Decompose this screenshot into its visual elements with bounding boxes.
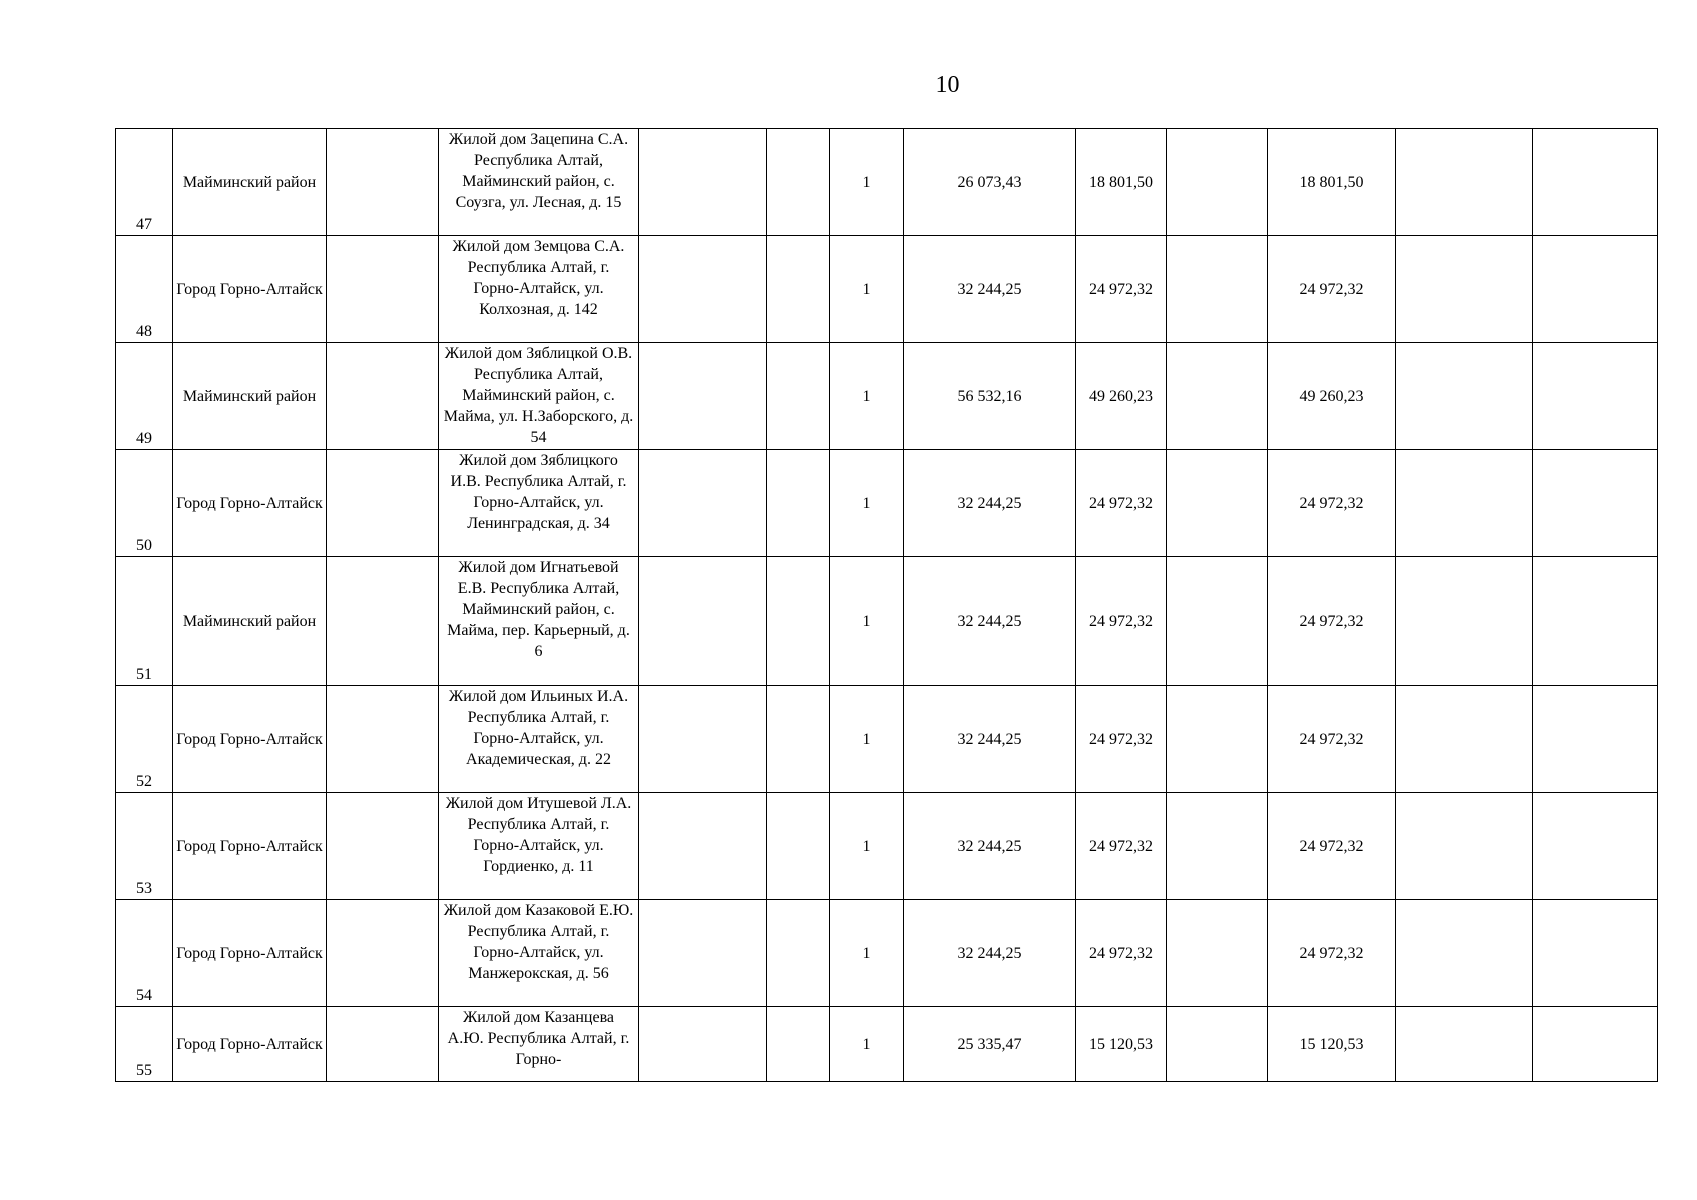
- empty-cell: [639, 236, 767, 343]
- empty-cell: [767, 343, 830, 450]
- total-cell: 24 972,32: [1268, 450, 1396, 557]
- empty-cell: [327, 557, 439, 686]
- empty-cell: [639, 793, 767, 900]
- cost-cell: 32 244,25: [904, 793, 1076, 900]
- total-cell: 24 972,32: [1268, 793, 1396, 900]
- address-cell: Жилой дом Земцова С.А. Республика Алтай, г. Горно-Алтайск, ул. Колхозная, д. 142: [439, 236, 639, 343]
- row-number-cell: 49: [116, 343, 173, 450]
- empty-cell: [1167, 343, 1268, 450]
- amount-cell: 24 972,32: [1076, 557, 1167, 686]
- row-number-cell: 51: [116, 557, 173, 686]
- district-cell: Город Горно-Алтайск: [173, 236, 327, 343]
- row-number-cell: 47: [116, 129, 173, 236]
- empty-cell: [639, 686, 767, 793]
- address-cell: Жилой дом Итушевой Л.А. Республика Алтай, г. Горно-Алтайск, ул. Гордиенко, д. 11: [439, 793, 639, 900]
- empty-cell: [1533, 686, 1658, 793]
- amount-cell: 24 972,32: [1076, 900, 1167, 1007]
- empty-cell: [1396, 343, 1533, 450]
- quantity-cell: 1: [830, 1007, 904, 1082]
- cost-cell: 32 244,25: [904, 900, 1076, 1007]
- empty-cell: [1167, 450, 1268, 557]
- empty-cell: [639, 129, 767, 236]
- empty-cell: [1167, 686, 1268, 793]
- empty-cell: [1396, 236, 1533, 343]
- empty-cell: [639, 900, 767, 1007]
- empty-cell: [767, 129, 830, 236]
- table-row: [116, 1007, 1658, 1082]
- district-cell: Майминский район: [173, 129, 327, 236]
- quantity-cell: 1: [830, 236, 904, 343]
- empty-cell: [767, 450, 830, 557]
- registry-table: [115, 128, 1658, 1082]
- empty-cell: [1533, 1007, 1658, 1082]
- empty-cell: [767, 793, 830, 900]
- empty-cell: [327, 129, 439, 236]
- empty-cell: [639, 1007, 767, 1082]
- empty-cell: [327, 686, 439, 793]
- district-cell: Майминский район: [173, 343, 327, 450]
- empty-cell: [1396, 450, 1533, 557]
- row-number-cell: 55: [116, 1007, 173, 1082]
- amount-cell: 24 972,32: [1076, 236, 1167, 343]
- row-number-cell: 48: [116, 236, 173, 343]
- cost-cell: 56 532,16: [904, 343, 1076, 450]
- empty-cell: [767, 236, 830, 343]
- quantity-cell: 1: [830, 343, 904, 450]
- amount-cell: 15 120,53: [1076, 1007, 1167, 1082]
- row-number-cell: 53: [116, 793, 173, 900]
- table-row: [116, 129, 1658, 236]
- empty-cell: [767, 1007, 830, 1082]
- empty-cell: [639, 557, 767, 686]
- empty-cell: [767, 686, 830, 793]
- empty-cell: [1396, 686, 1533, 793]
- table-row: [116, 236, 1658, 343]
- amount-cell: 18 801,50: [1076, 129, 1167, 236]
- empty-cell: [767, 557, 830, 686]
- table-row: [116, 793, 1658, 900]
- empty-cell: [327, 1007, 439, 1082]
- district-cell: Майминский район: [173, 557, 327, 686]
- cost-cell: 25 335,47: [904, 1007, 1076, 1082]
- district-cell: Город Горно-Алтайск: [173, 450, 327, 557]
- total-cell: 24 972,32: [1268, 236, 1396, 343]
- address-cell: Жилой дом Казанцева А.Ю. Республика Алтай, г. Горно-: [439, 1007, 639, 1082]
- empty-cell: [1396, 900, 1533, 1007]
- empty-cell: [1396, 1007, 1533, 1082]
- empty-cell: [1167, 129, 1268, 236]
- table-row: [116, 343, 1658, 450]
- address-cell: Жилой дом Казаковой Е.Ю. Республика Алтай, г. Горно-Алтайск, ул. Манжерокская, д. 56: [439, 900, 639, 1007]
- district-cell: Город Горно-Алтайск: [173, 900, 327, 1007]
- empty-cell: [1167, 793, 1268, 900]
- row-number-cell: 54: [116, 900, 173, 1007]
- empty-cell: [327, 343, 439, 450]
- address-cell: Жилой дом Игнатьевой Е.В. Республика Алтай, Майминский район, с. Майма, пер. Карьерный, д. 6: [439, 557, 639, 686]
- empty-cell: [327, 236, 439, 343]
- amount-cell: 24 972,32: [1076, 686, 1167, 793]
- quantity-cell: 1: [830, 129, 904, 236]
- total-cell: 18 801,50: [1268, 129, 1396, 236]
- empty-cell: [1396, 557, 1533, 686]
- empty-cell: [1533, 900, 1658, 1007]
- quantity-cell: 1: [830, 900, 904, 1007]
- cost-cell: 26 073,43: [904, 129, 1076, 236]
- district-cell: Город Горно-Алтайск: [173, 1007, 327, 1082]
- address-cell: Жилой дом Зяблицкого И.В. Республика Алтай, г. Горно-Алтайск, ул. Ленинградская, д. 34: [439, 450, 639, 557]
- table-row: [116, 686, 1658, 793]
- empty-cell: [639, 343, 767, 450]
- total-cell: 15 120,53: [1268, 1007, 1396, 1082]
- empty-cell: [1533, 557, 1658, 686]
- amount-cell: 24 972,32: [1076, 793, 1167, 900]
- total-cell: 24 972,32: [1268, 686, 1396, 793]
- empty-cell: [1396, 129, 1533, 236]
- empty-cell: [327, 450, 439, 557]
- district-cell: Город Горно-Алтайск: [173, 686, 327, 793]
- empty-cell: [1167, 900, 1268, 1007]
- empty-cell: [767, 900, 830, 1007]
- address-cell: Жилой дом Ильиных И.А. Республика Алтай, г. Горно-Алтайск, ул. Академическая, д. 22: [439, 686, 639, 793]
- empty-cell: [1533, 793, 1658, 900]
- empty-cell: [1167, 1007, 1268, 1082]
- empty-cell: [1167, 236, 1268, 343]
- empty-cell: [1396, 793, 1533, 900]
- cost-cell: 32 244,25: [904, 686, 1076, 793]
- amount-cell: 24 972,32: [1076, 450, 1167, 557]
- district-cell: Город Горно-Алтайск: [173, 793, 327, 900]
- table-row: [116, 450, 1658, 557]
- amount-cell: 49 260,23: [1076, 343, 1167, 450]
- quantity-cell: 1: [830, 793, 904, 900]
- empty-cell: [327, 900, 439, 1007]
- empty-cell: [1533, 343, 1658, 450]
- total-cell: 24 972,32: [1268, 557, 1396, 686]
- row-number-cell: 50: [116, 450, 173, 557]
- page-number: 10: [935, 72, 960, 98]
- cost-cell: 32 244,25: [904, 450, 1076, 557]
- empty-cell: [1167, 557, 1268, 686]
- empty-cell: [1533, 236, 1658, 343]
- empty-cell: [1533, 129, 1658, 236]
- cost-cell: 32 244,25: [904, 236, 1076, 343]
- address-cell: Жилой дом Зацепина С.А. Республика Алтай, Майминский район, с. Соузга, ул. Лесная, д. 15: [439, 129, 639, 236]
- empty-cell: [1533, 450, 1658, 557]
- total-cell: 49 260,23: [1268, 343, 1396, 450]
- empty-cell: [327, 793, 439, 900]
- quantity-cell: 1: [830, 557, 904, 686]
- table-row: [116, 557, 1658, 686]
- address-cell: Жилой дом Зяблицкой О.В. Республика Алтай, Майминский район, с. Майма, ул. Н.Заборского, д. 54: [439, 343, 639, 450]
- table-row: [116, 900, 1658, 1007]
- quantity-cell: 1: [830, 450, 904, 557]
- total-cell: 24 972,32: [1268, 900, 1396, 1007]
- quantity-cell: 1: [830, 686, 904, 793]
- row-number-cell: 52: [116, 686, 173, 793]
- empty-cell: [639, 450, 767, 557]
- cost-cell: 32 244,25: [904, 557, 1076, 686]
